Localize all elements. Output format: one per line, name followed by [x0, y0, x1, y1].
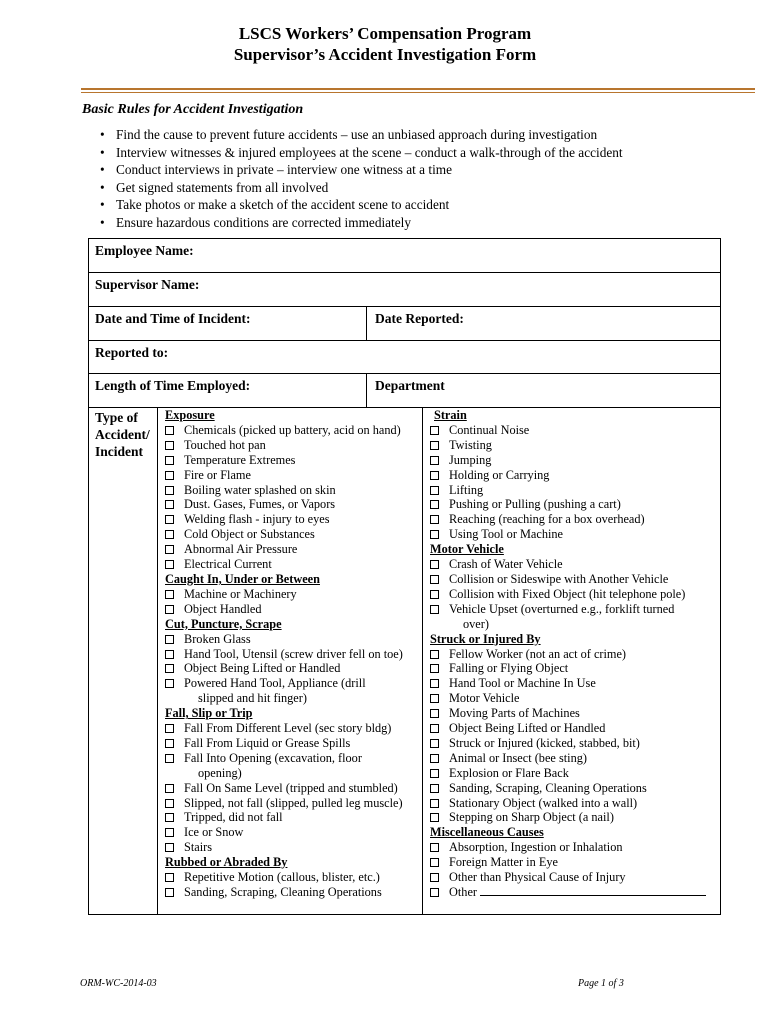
checkbox-absorption[interactable]: Absorption, Ingestion or Inhalation [427, 840, 706, 855]
checkbox-continual-noise[interactable]: Continual Noise [427, 423, 706, 438]
date-reported-label: Date Reported: [375, 311, 464, 326]
item-continuation: slipped and hit finger) [198, 691, 307, 706]
checkbox-collision-vehicle[interactable]: Collision or Sideswipe with Another Vehicle [427, 572, 706, 587]
checkbox-abnormal-air-pressure[interactable]: Abnormal Air Pressure [162, 542, 403, 557]
strain-heading: Strain [434, 408, 467, 422]
other-label: Other [449, 885, 477, 899]
exposure-heading: Exposure [165, 408, 215, 422]
checkbox-boiling-water[interactable]: Boiling water splashed on skin [162, 483, 403, 498]
rule-item: • Take photos or make a sketch of the accident scene to accident [100, 196, 623, 214]
rule-item: • Interview witnesses & injured employees at the scene – conduct a walk-through of the accident [100, 144, 623, 162]
checkbox-explosion[interactable]: Explosion or Flare Back [427, 766, 706, 781]
rules-heading: Basic Rules for Accident Investigation [82, 102, 304, 117]
reported-to-field[interactable] [89, 341, 720, 374]
header-rule [81, 88, 755, 90]
checkbox-stairs[interactable]: Stairs [162, 840, 403, 855]
supervisor-name-label: Supervisor Name: [95, 277, 200, 292]
department-label: Department [375, 378, 445, 393]
field-divider [366, 307, 367, 340]
checkbox-pushing-pulling[interactable]: Pushing or Pulling (pushing a cart) [427, 497, 706, 512]
motor-vehicle-heading: Motor Vehicle [430, 542, 504, 557]
cut-heading: Cut, Puncture, Scrape [165, 616, 282, 631]
rule-item: • Ensure hazardous conditions are corrected immediately [100, 214, 623, 232]
checkbox-sanding-struck[interactable]: Sanding, Scraping, Cleaning Operations [427, 781, 706, 796]
checkbox-hand-tool-in-use[interactable]: Hand Tool or Machine In Use [427, 676, 706, 691]
checkbox-electrical-current[interactable]: Electrical Current [162, 557, 403, 572]
other-blank-line[interactable] [480, 885, 706, 896]
cause-column-left [162, 408, 403, 900]
checkbox-vehicle-upset[interactable]: Vehicle Upset (overturned e.g., forklift turned [427, 602, 706, 617]
checkbox-sharp-object[interactable]: Stepping on Sharp Object (a nail) [427, 810, 706, 825]
checkbox-lifting[interactable]: Lifting [427, 483, 706, 498]
incident-datetime-label: Date and Time of Incident: [95, 311, 251, 326]
item-continuation: over) [463, 616, 489, 631]
checkbox-animal-insect[interactable]: Animal or Insect (bee sting) [427, 751, 706, 766]
checkbox-fall-liquid[interactable]: Fall From Liquid or Grease Spills [162, 736, 403, 751]
misc-heading: Miscellaneous Causes [430, 825, 544, 840]
checkbox-holding-carrying[interactable]: Holding or Carrying [427, 468, 706, 483]
employment-row [89, 374, 720, 408]
checkbox-fire-flame[interactable]: Fire or Flame [162, 468, 403, 483]
header-rule-thin [81, 92, 755, 93]
checkbox-tripped[interactable]: Tripped, did not fall [162, 810, 403, 825]
checkbox-fellow-worker[interactable]: Fellow Worker (not an act of crime) [427, 647, 706, 662]
rule-item: • Get signed statements from all involved [100, 179, 623, 197]
checkbox-temperature-extremes[interactable]: Temperature Extremes [162, 453, 403, 468]
form-title: LSCS Workers’ Compensation Program [238, 24, 532, 43]
checkbox-motor-vehicle[interactable]: Motor Vehicle [427, 691, 706, 706]
checkbox-dust-gases[interactable]: Dust. Gases, Fumes, or Vapors [162, 497, 403, 512]
checkbox-foreign-matter[interactable]: Foreign Matter in Eye [427, 855, 706, 870]
form-id: ORM-WC-2014-03 [80, 978, 157, 989]
checkbox-other[interactable] [427, 885, 706, 900]
checkbox-slipped[interactable]: Slipped, not fall (slipped, pulled leg muscle) [162, 796, 403, 811]
checkbox-sanding-scraping[interactable]: Sanding, Scraping, Cleaning Operations [162, 885, 403, 900]
checkbox-hand-tool[interactable]: Hand Tool, Utensil (screw driver fell on toe) [162, 647, 403, 662]
checkbox-other-physical[interactable]: Other than Physical Cause of Injury [427, 870, 706, 885]
length-employed-label: Length of Time Employed: [95, 378, 251, 393]
incident-date-row [89, 307, 720, 341]
rule-item: • Find the cause to prevent future accidents – use an unbiased approach during investigation [100, 126, 623, 144]
fall-heading: Fall, Slip or Trip [165, 706, 253, 721]
checkbox-fall-opening[interactable]: Fall Into Opening (excavation, floor [162, 751, 403, 766]
rules-list [100, 126, 623, 231]
checkbox-object-lifted[interactable]: Object Being Lifted or Handled [162, 661, 403, 676]
column-divider [422, 407, 423, 914]
checkbox-struck-injured[interactable]: Struck or Injured (kicked, stabbed, bit) [427, 736, 706, 751]
checkbox-using-tool[interactable]: Using Tool or Machine [427, 527, 706, 542]
page-number: Page 1 of 3 [578, 978, 624, 989]
checkbox-stationary-object[interactable]: Stationary Object (walked into a wall) [427, 796, 706, 811]
checkbox-crash-water-vehicle[interactable]: Crash of Water Vehicle [427, 557, 706, 572]
checkbox-chemicals[interactable]: Chemicals (picked up battery, acid on hand) [162, 423, 403, 438]
checkbox-fall-different-level[interactable]: Fall From Different Level (sec story bldg) [162, 721, 403, 736]
checkbox-cold-object[interactable]: Cold Object or Substances [162, 527, 403, 542]
struck-heading: Struck or Injured By [430, 631, 541, 646]
checkbox-reaching[interactable]: Reaching (reaching for a box overhead) [427, 512, 706, 527]
checkbox-powered-hand-tool[interactable]: Powered Hand Tool, Appliance (drill [162, 676, 403, 691]
reported-to-label: Reported to: [95, 345, 169, 360]
rubbed-heading: Rubbed or Abraded By [165, 855, 288, 870]
checkbox-repetitive-motion[interactable]: Repetitive Motion (callous, blister, etc.) [162, 870, 403, 885]
caught-heading: Caught In, Under or Between [165, 571, 320, 586]
checkbox-fall-same-level[interactable]: Fall On Same Level (tripped and stumbled) [162, 781, 403, 796]
field-divider [366, 374, 367, 407]
checkbox-broken-glass[interactable]: Broken Glass [162, 632, 403, 647]
supervisor-name-field[interactable] [89, 273, 720, 307]
checkbox-moving-parts[interactable]: Moving Parts of Machines [427, 706, 706, 721]
rule-item: • Conduct interviews in private – interview one witness at a time [100, 161, 623, 179]
checkbox-ice-snow[interactable]: Ice or Snow [162, 825, 403, 840]
checkbox-collision-fixed-object[interactable]: Collision with Fixed Object (hit telephone pole) [427, 587, 706, 602]
form-subtitle: Supervisor’s Accident Investigation Form [233, 45, 537, 64]
column-divider [157, 407, 158, 914]
employee-name-field[interactable] [89, 239, 720, 273]
accident-type-heading: Type of Accident/ Incident [95, 410, 150, 459]
checkbox-falling-object[interactable]: Falling or Flying Object [427, 661, 706, 676]
cause-column-right [427, 408, 706, 900]
checkbox-jumping[interactable]: Jumping [427, 453, 706, 468]
checkbox-twisting[interactable]: Twisting [427, 438, 706, 453]
investigation-form [88, 238, 721, 915]
item-continuation: opening) [198, 765, 242, 780]
checkbox-machine[interactable]: Machine or Machinery [162, 587, 403, 602]
checkbox-object-lifted-struck[interactable]: Object Being Lifted or Handled [427, 721, 706, 736]
employee-name-label: Employee Name: [95, 243, 194, 258]
checkbox-welding-flash[interactable]: Welding flash - injury to eyes [162, 512, 403, 527]
checkbox-object-handled[interactable]: Object Handled [162, 602, 403, 617]
checkbox-touched-hot-pan[interactable]: Touched hot pan [162, 438, 403, 453]
